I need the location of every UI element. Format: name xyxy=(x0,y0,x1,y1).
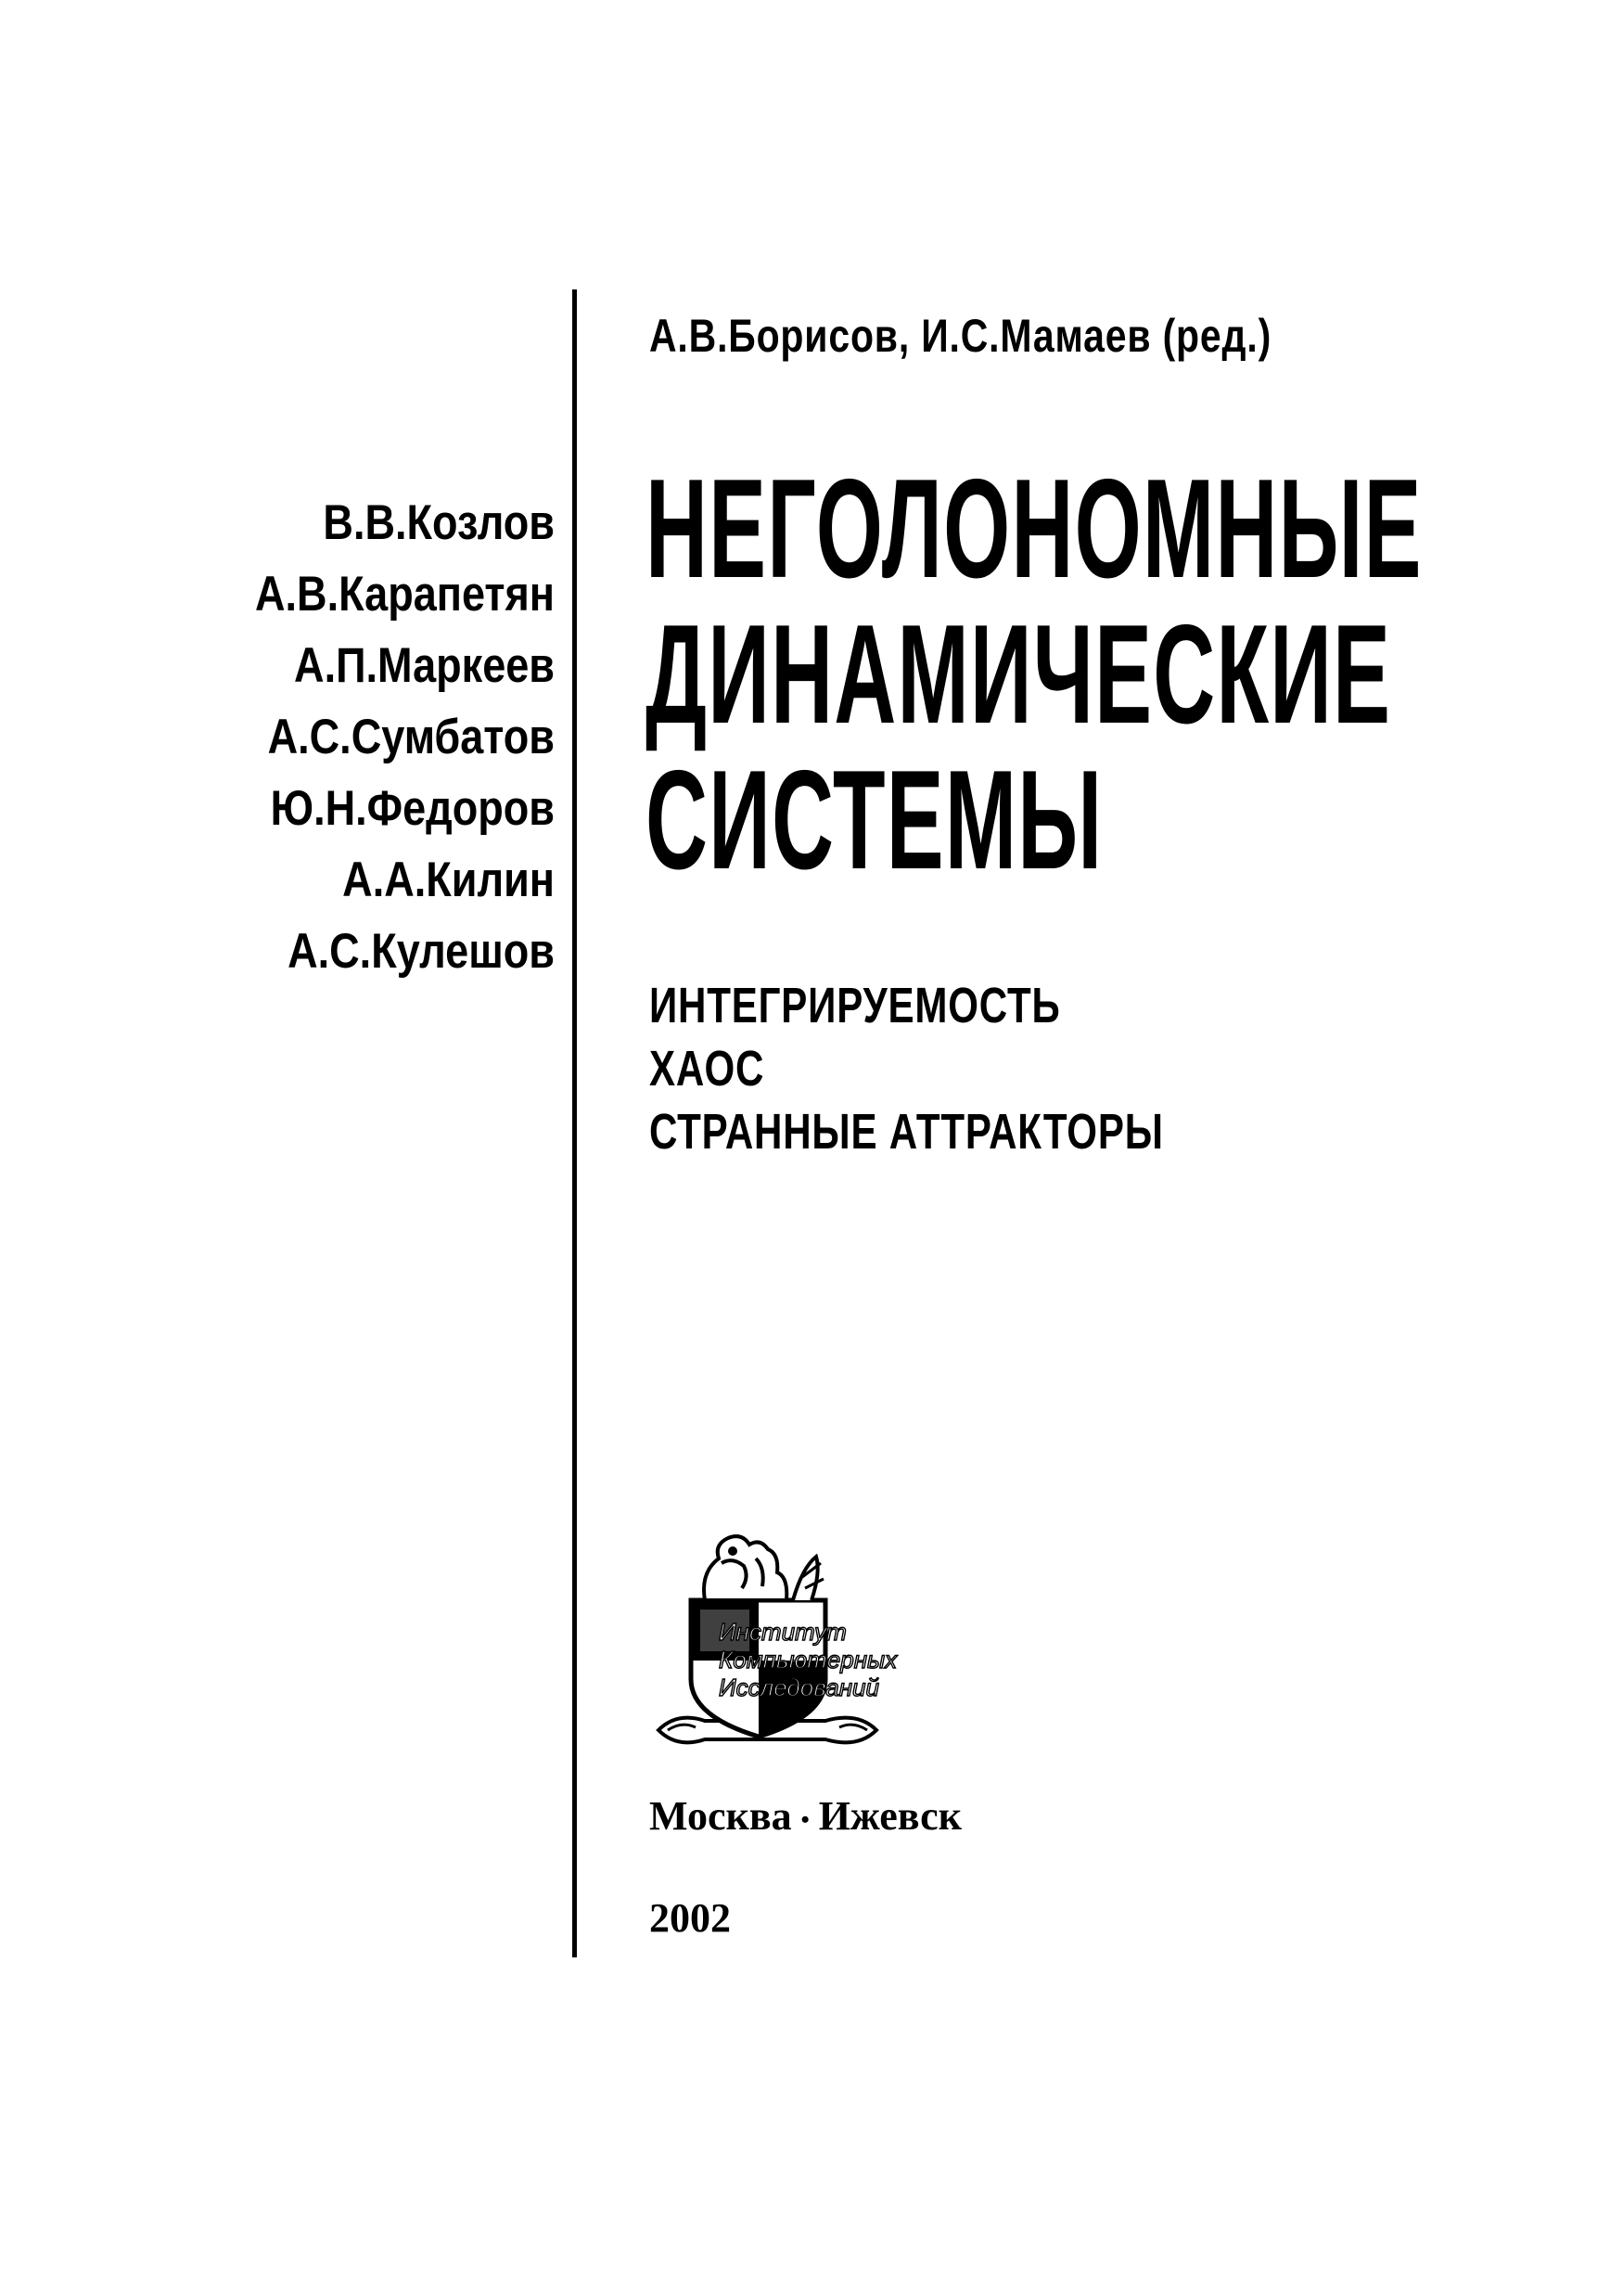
institute-crest-icon xyxy=(640,1521,946,1772)
subtitle-line: СТРАННЫЕ АТТРАКТОРЫ xyxy=(649,1104,1164,1160)
subtitle-line: ХАОС xyxy=(649,1041,765,1097)
title-line: ДИНАМИЧЕСКИЕ xyxy=(645,596,1392,753)
publication-year: 2002 xyxy=(649,1895,731,1941)
author-name: А.А.Килин xyxy=(342,853,555,907)
subtitle-line: ИНТЕГРИРУЕМОСТЬ xyxy=(649,978,1061,1033)
author-name: А.С.Кулешов xyxy=(288,924,555,979)
author-name: А.В.Карапетян xyxy=(254,567,555,622)
city-name: Ижевск xyxy=(818,1793,962,1839)
vertical-divider xyxy=(572,289,577,1957)
crest-text-line: Институт xyxy=(719,1618,847,1646)
title-line: НЕГОЛОНОМНЫЕ xyxy=(645,450,1423,608)
author-name: А.С.Сумбатов xyxy=(267,710,555,764)
title-line: СИСТЕМЫ xyxy=(645,741,1104,899)
publication-place xyxy=(649,1792,962,1844)
author-name: А.П.Маркеев xyxy=(294,638,555,693)
separator-dot: • xyxy=(800,1805,810,1833)
book-subtitle xyxy=(649,974,1300,1163)
crest-text-line: Исследований xyxy=(719,1674,879,1701)
author-name: В.В.Козлов xyxy=(323,495,555,550)
authors-list xyxy=(113,487,555,987)
author-name: Ю.Н.Федоров xyxy=(270,781,555,836)
crest-text-line: Компьютерных xyxy=(719,1646,898,1674)
city-name: Москва xyxy=(649,1793,792,1839)
editors-line: А.В.Борисов, И.С.Мамаев (ред.) xyxy=(649,310,1272,362)
book-title xyxy=(645,450,1423,899)
